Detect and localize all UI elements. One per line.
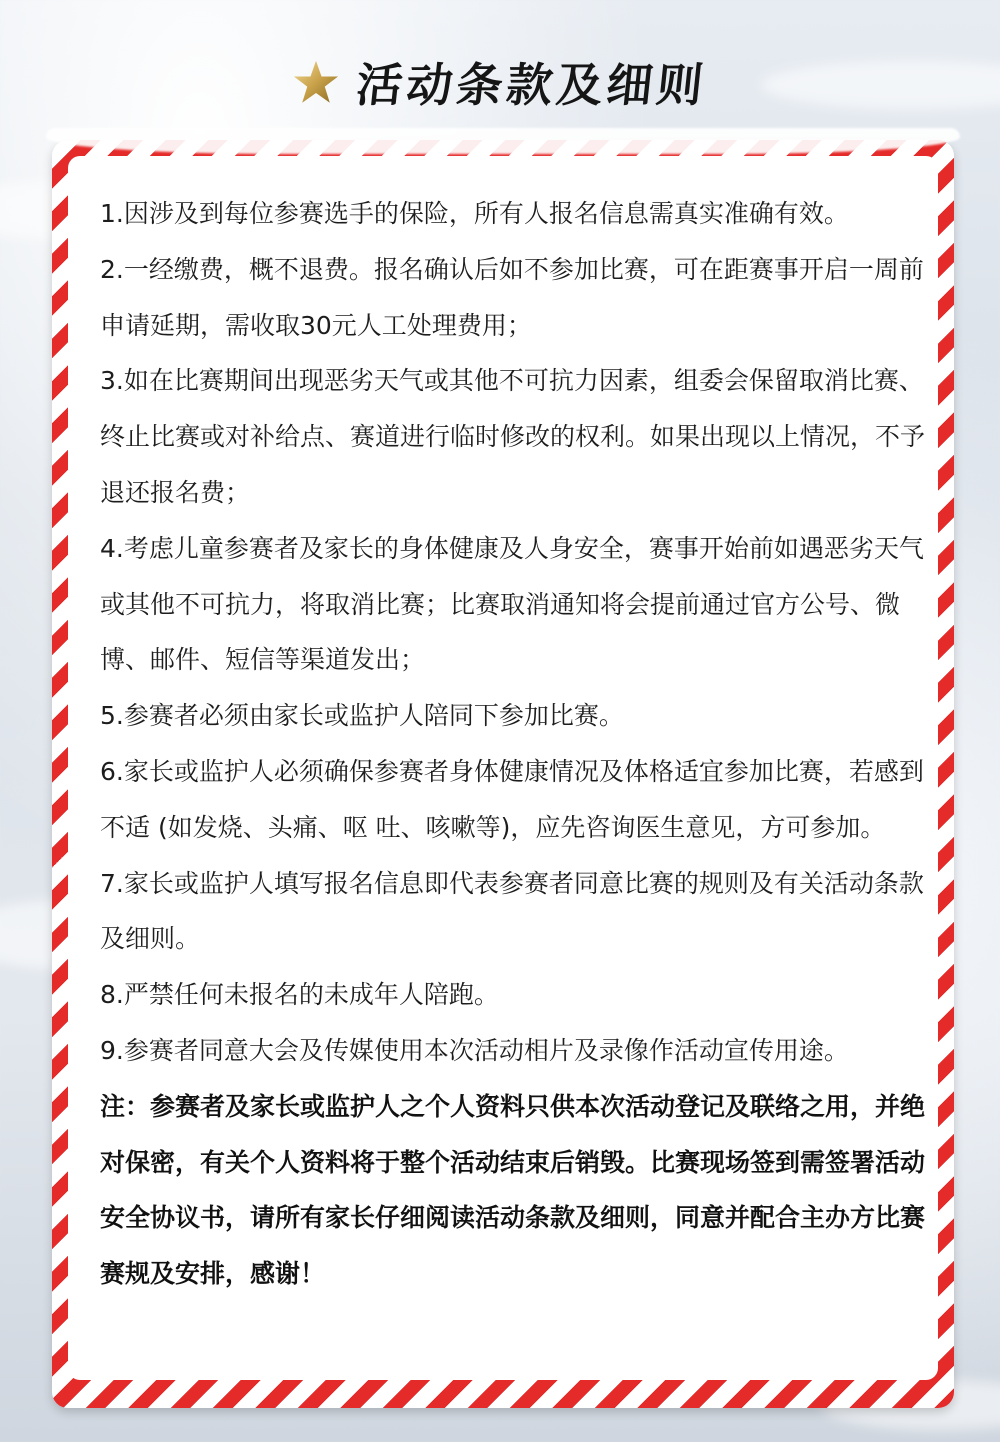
snow-cap-decoration bbox=[46, 128, 960, 154]
page-title: 活动条款及细则 bbox=[353, 58, 710, 112]
privacy-note: 注：参赛者及家长或监护人之个人资料只供本次活动登记及联络之用，并绝对保密，有关个人资料将于整个活动结束后销毁。比赛现场签到需签署活动安全协议书，请所有家长仔细阅读活动条款及细则，同意并配合主办方比赛赛规及安排，感谢！ bbox=[100, 1091, 926, 1289]
terms-content bbox=[100, 186, 926, 1302]
term-item-5: 5.参赛者必须由家长或监护人陪同下参加比赛。 bbox=[100, 701, 624, 731]
term-item-3: 3.如在比赛期间出现恶劣天气或其他不可抗力因素，组委会保留取消比赛、终止比赛或对补给点、赛道进行临时修改的权利。如果出现以上情况，不予退还报名费； bbox=[100, 366, 926, 507]
term-item-4: 4.考虑儿童参赛者及家长的身体健康及人身安全，赛事开始前如遇恶劣天气或其他不可抗力，将取消比赛；比赛取消通知将会提前通过官方公号、微博、邮件、短信等渠道发出； bbox=[100, 533, 924, 675]
term-item-1: 1.因涉及到每位参赛选手的保险，所有人报名信息需真实准确有效。 bbox=[100, 199, 849, 228]
term-item-8: 8.严禁任何未报名的未成年人陪跑。 bbox=[100, 980, 499, 1010]
term-item-6: 6.家长或监护人必须确保参赛者身体健康情况及体格适宜参加比赛，若感到不适 (如发烧、头痛、呕 吐、咳嗽等)，应先咨询医生意见，方可参加。 bbox=[100, 756, 924, 842]
star-icon bbox=[293, 59, 339, 105]
term-item-7: 7.家长或监护人填写报名信息即代表参赛者同意比赛的规则及有关活动条款及细则。 bbox=[100, 868, 924, 954]
term-item-9: 9.参赛者同意大会及传媒使用本次活动相片及录像作活动宣传用途。 bbox=[100, 1035, 849, 1065]
title-bar bbox=[0, 42, 1000, 122]
term-item-2: 2.一经缴费，概不退费。报名确认后如不参加比赛，可在距赛事开启一周前申请延期，需收取30元人工处理费用； bbox=[100, 254, 924, 340]
